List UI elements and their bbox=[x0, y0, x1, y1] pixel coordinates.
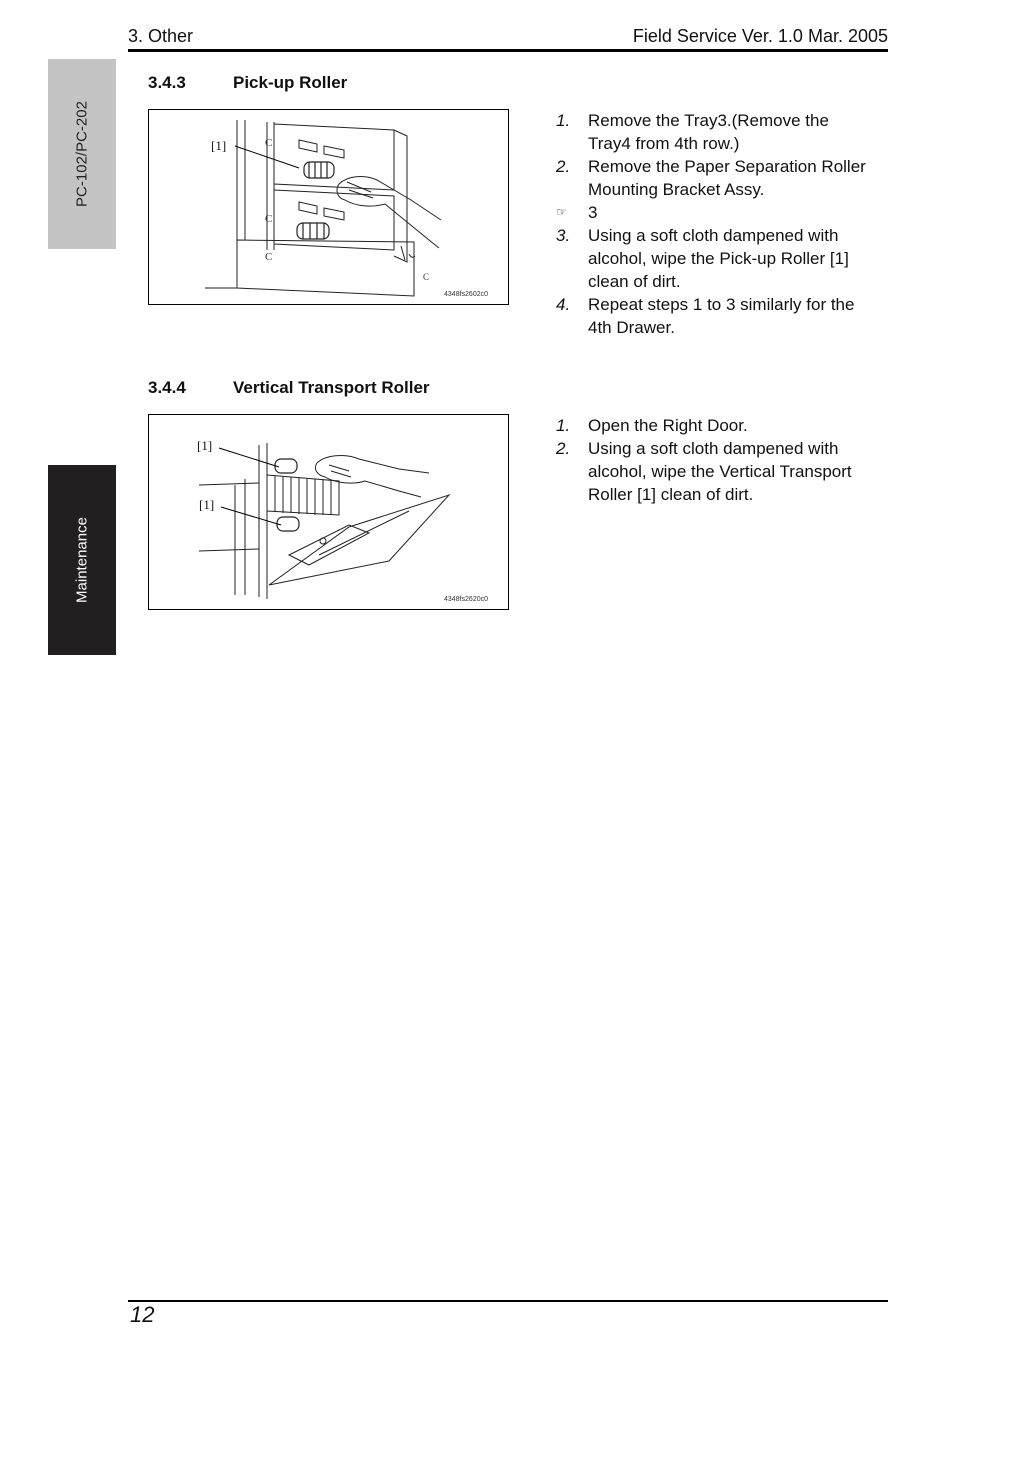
vertical-transport-roller-figure bbox=[148, 414, 509, 610]
step-text: Repeat steps 1 to 3 similarly for the 4th Drawer. bbox=[588, 295, 855, 337]
model-side-tab bbox=[48, 59, 116, 249]
figure-code: 4348fs2602c0 bbox=[444, 291, 488, 298]
section-number: 3.4.4 bbox=[148, 378, 186, 397]
svg-text:C: C bbox=[265, 251, 273, 263]
list-item bbox=[556, 437, 866, 506]
running-header-section: 3. Other bbox=[128, 26, 194, 46]
chapter-side-tab bbox=[48, 465, 116, 655]
step-text: Open the Right Door. bbox=[588, 416, 748, 435]
step-number: 1. bbox=[556, 111, 571, 130]
list-item bbox=[556, 155, 866, 201]
step-text: Using a soft cloth dampened with alcohol, wipe the Pick-up Roller [1] clean of dirt. bbox=[588, 226, 849, 291]
footer-rule bbox=[128, 1300, 888, 1302]
list-item bbox=[556, 293, 866, 339]
list-item bbox=[556, 224, 866, 293]
svg-text:C: C bbox=[265, 213, 273, 225]
step-number: 1. bbox=[556, 416, 571, 435]
callout-label: [1] bbox=[211, 138, 227, 153]
section-number: 3.4.3 bbox=[148, 73, 186, 92]
step-text: Remove the Paper Separation Roller Mounting Bracket Assy. bbox=[588, 157, 866, 199]
reference-hand-icon: ☞ bbox=[556, 205, 567, 219]
section-title: Vertical Transport Roller bbox=[233, 378, 430, 397]
figure-code: 4348fs2620c0 bbox=[444, 596, 488, 603]
step-number: 2. bbox=[556, 157, 571, 176]
chapter-side-tab-label: Maintenance bbox=[73, 517, 91, 603]
svg-text:C: C bbox=[265, 137, 273, 149]
header-rule bbox=[128, 49, 888, 52]
model-side-tab-label: PC-102/PC-202 bbox=[73, 101, 91, 207]
step-text: Using a soft cloth dampened with alcohol, wipe the Vertical Transport Roller [1] clean of dirt. bbox=[588, 439, 852, 504]
reference-item bbox=[556, 201, 866, 224]
step-text: Remove the Tray3.(Remove the Tray4 from 4th row.) bbox=[588, 111, 829, 153]
vertical-transport-roller-steps bbox=[556, 414, 866, 506]
page-number: 12 bbox=[130, 1302, 155, 1327]
list-item bbox=[556, 414, 866, 437]
step-number: 3. bbox=[556, 226, 571, 245]
svg-text:C: C bbox=[423, 272, 430, 282]
pickup-roller-steps bbox=[556, 109, 866, 339]
callout-label: [1] bbox=[197, 438, 213, 453]
step-number: 4. bbox=[556, 295, 571, 314]
callout-label: [1] bbox=[199, 497, 215, 512]
reference-text: 3 bbox=[588, 203, 598, 222]
running-header-edition: Field Service Ver. 1.0 Mar. 2005 bbox=[632, 26, 888, 46]
list-item bbox=[556, 109, 866, 155]
section-title: Pick-up Roller bbox=[233, 73, 348, 92]
step-number: 2. bbox=[556, 439, 571, 458]
pickup-roller-illustration bbox=[149, 110, 508, 304]
pickup-roller-figure bbox=[148, 109, 509, 305]
